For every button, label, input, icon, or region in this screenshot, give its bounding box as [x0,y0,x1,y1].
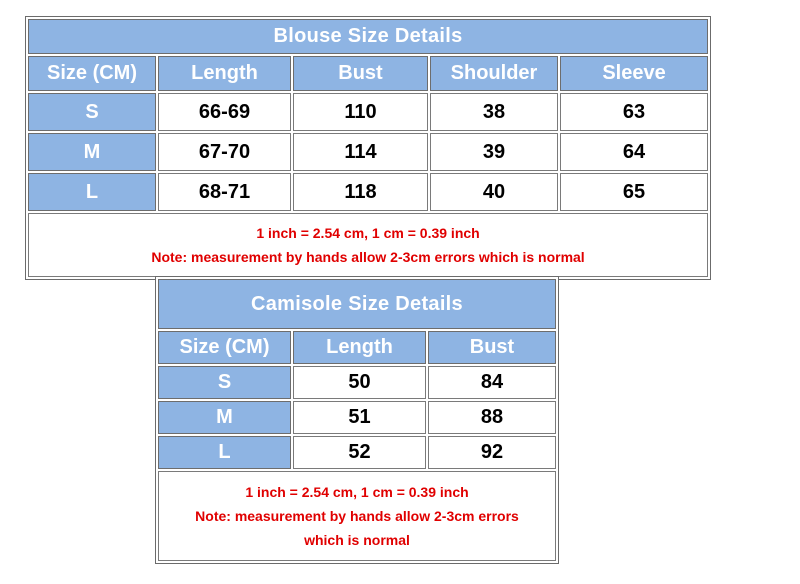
length-value: 66-69 [158,93,291,131]
bust-value: 92 [428,436,556,469]
camisole-table-title: Camisole Size Details [158,279,556,329]
blouse-header-size: Size (CM) [28,56,156,91]
sleeve-value: 65 [560,173,708,211]
size-label: M [158,401,291,434]
length-value: 51 [293,401,426,434]
table-row [158,436,556,469]
sleeve-value: 63 [560,93,708,131]
measurement-note: Note: measurement by hands allow 2-3cm errors [195,508,519,524]
camisole-header-length: Length [293,331,426,364]
size-label: S [158,366,291,399]
measurement-note-continued: which is normal [304,532,410,548]
blouse-header-sleeve: Sleeve [560,56,708,91]
size-label: L [158,436,291,469]
bust-value: 118 [293,173,428,211]
camisole-header-size: Size (CM) [158,331,291,364]
size-label: L [28,173,156,211]
blouse-table-title: Blouse Size Details [28,19,708,54]
length-value: 68-71 [158,173,291,211]
bust-value: 110 [293,93,428,131]
measurement-note: Note: measurement by hands allow 2-3cm errors which is normal [151,249,585,265]
size-label: M [28,133,156,171]
table-row [158,401,556,434]
length-value: 67-70 [158,133,291,171]
blouse-header-shoulder: Shoulder [430,56,558,91]
conversion-note: 1 inch = 2.54 cm, 1 cm = 0.39 inch [256,225,480,241]
camisole-header-bust: Bust [428,331,556,364]
shoulder-value: 38 [430,93,558,131]
size-label: S [28,93,156,131]
bust-value: 88 [428,401,556,434]
bust-value: 114 [293,133,428,171]
sleeve-value: 64 [560,133,708,171]
table-row [28,173,708,211]
conversion-note: 1 inch = 2.54 cm, 1 cm = 0.39 inch [245,484,469,500]
blouse-header-bust: Bust [293,56,428,91]
bust-value: 84 [428,366,556,399]
shoulder-value: 40 [430,173,558,211]
length-value: 50 [293,366,426,399]
blouse-header-length: Length [158,56,291,91]
camisole-note [158,471,556,561]
table-row [28,93,708,131]
length-value: 52 [293,436,426,469]
table-row [28,133,708,171]
shoulder-value: 39 [430,133,558,171]
table-row [158,366,556,399]
blouse-size-table [25,16,711,280]
camisole-size-table [155,276,559,564]
blouse-note [28,213,708,277]
